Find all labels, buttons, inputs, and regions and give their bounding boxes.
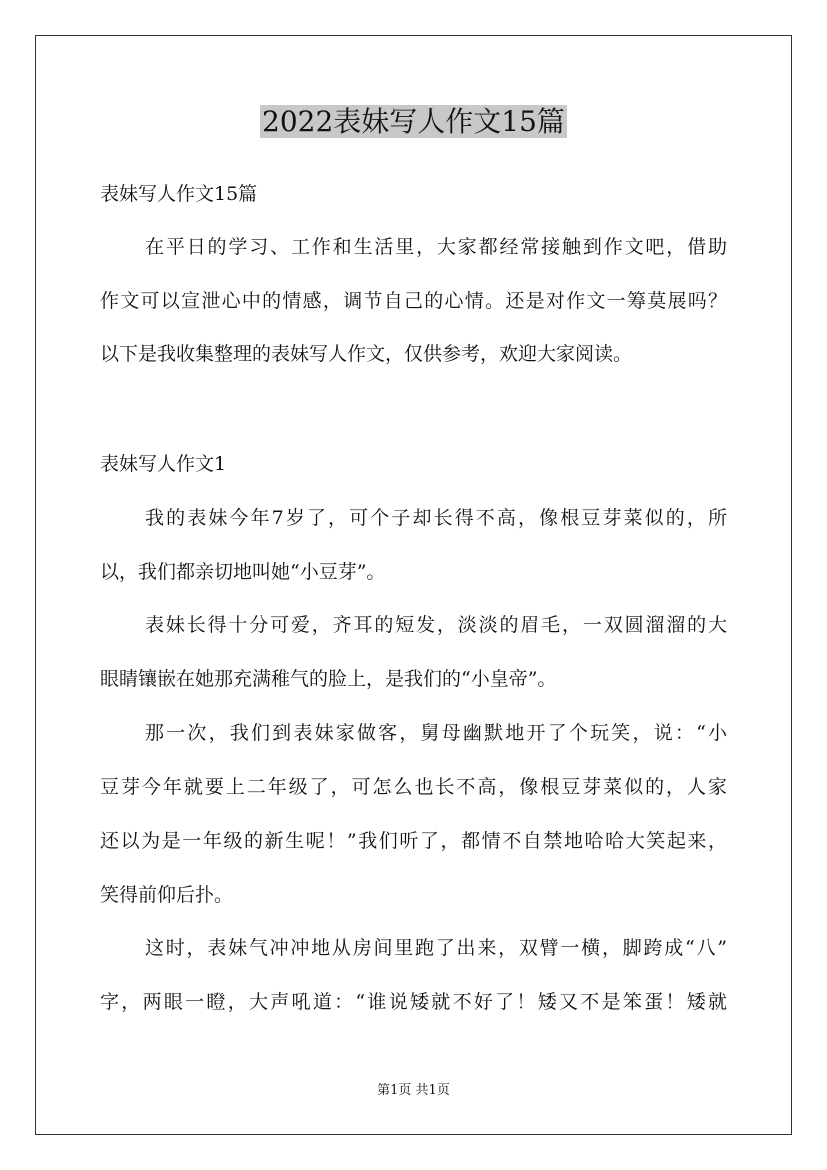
document-title: 2022表妹写人作文15篇 bbox=[262, 105, 565, 138]
body-line: 表妹长得十分可爱，齐耳的短发，淡淡的眉毛，一双圆溜溜的大 bbox=[145, 614, 727, 636]
body-line: 眼睛镶嵌在她那充满稚气的脸上，是我们的“小皇帝”。 bbox=[100, 668, 557, 690]
document-subtitle: 表妹写人作文15篇 bbox=[100, 183, 258, 205]
body-line: 我的表妹今年7岁了，可个子却长得不高，像根豆芽菜似的，所 bbox=[145, 507, 727, 529]
body-line: 还以为是一年级的新生呢！”我们听了，都情不自禁地哈哈大笑起来， bbox=[100, 830, 727, 852]
body-line: 豆芽今年就要上二年级了，可怎么也长不高，像根豆芽菜似的，人家 bbox=[100, 776, 727, 798]
page-number-footer: 第1页 共1页 bbox=[377, 1083, 450, 1098]
body-line: 这时，表妹气冲冲地从房间里跑了出来，双臂一横，脚跨成“八” bbox=[145, 937, 727, 959]
intro-line: 在平日的学习、工作和生活里，大家都经常接触到作文吧，借助 bbox=[145, 236, 727, 258]
body-line: 以，我们都亲切地叫她“小豆芽”。 bbox=[100, 561, 386, 583]
body-line: 字，两眼一瞪，大声吼道：“谁说矮就不好了！矮又不是笨蛋！矮就 bbox=[100, 991, 727, 1013]
body-line: 那一次，我们到表妹家做客，舅母幽默地开了个玩笑，说：“小 bbox=[145, 722, 727, 744]
section-heading: 表妹写人作文1 bbox=[100, 453, 227, 475]
intro-line: 作文可以宣泄心中的情感，调节自己的心情。还是对作文一筹莫展吗？ bbox=[100, 290, 727, 312]
body-line: 笑得前仰后扑。 bbox=[100, 884, 234, 906]
intro-line: 以下是我收集整理的表妹写人作文，仅供参考，欢迎大家阅读。 bbox=[100, 343, 633, 365]
